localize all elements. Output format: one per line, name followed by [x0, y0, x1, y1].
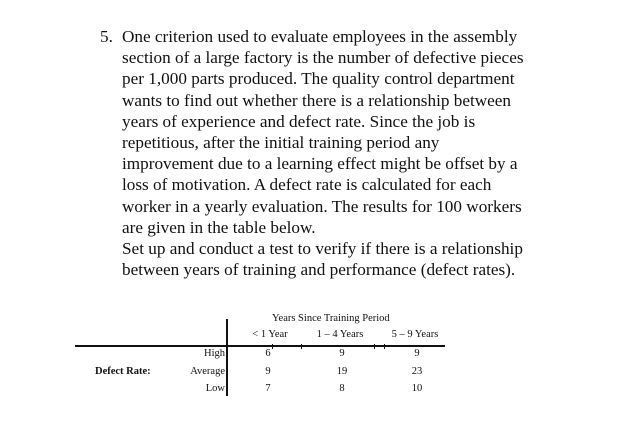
row-label-divider: [226, 319, 228, 396]
table-cell: 6: [265, 348, 271, 359]
table-cell: 9: [265, 366, 271, 377]
problem-line: are given in the table below.: [122, 217, 316, 237]
row-label-low: Low: [205, 383, 225, 394]
table-header-title: Years Since Training Period: [272, 313, 390, 324]
problem-line: repetitious, after the initial training period any: [122, 133, 440, 153]
table-cell: 9: [339, 348, 345, 359]
row-label-high: High: [204, 348, 225, 359]
header-tick: [374, 344, 375, 349]
row-group-label: Defect Rate:: [95, 366, 151, 377]
column-header: 5 – 9 Years: [391, 329, 439, 340]
table-cell: 9: [414, 348, 420, 359]
header-rule: [75, 345, 445, 347]
problem-line: improvement due to a learning effect might be offset by a: [122, 154, 518, 174]
table-cell: 19: [336, 366, 348, 377]
problem-number: 5.: [100, 27, 113, 46]
problem-line: wants to find out whether there is a relationship between: [122, 90, 511, 110]
table-cell: 23: [411, 366, 423, 377]
problem-line: loss of motivation. A defect rate is calculated for each: [122, 175, 492, 195]
header-tick: [301, 344, 302, 349]
problem-line: section of a large factory is the number of defective pieces: [122, 48, 524, 68]
problem-line: per 1,000 parts produced. The quality control department: [122, 69, 515, 89]
problem-line: One criterion used to evaluate employees in the assembly: [122, 27, 518, 46]
problem-line: years of experience and defect rate. Since the job is: [122, 111, 476, 131]
table-cell: 8: [339, 383, 345, 394]
problem-line: worker in a yearly evaluation. The results for 100 workers: [122, 196, 522, 216]
column-header: < 1 Year: [252, 329, 288, 340]
table-cell: 7: [265, 383, 271, 394]
column-header: 1 – 4 Years: [316, 329, 364, 340]
table-cell: 10: [411, 383, 423, 394]
problem-line: Set up and conduct a test to verify if there is a relationship: [122, 239, 523, 259]
problem-line: between years of training and performance (defect rates).: [122, 260, 516, 280]
row-label-average: Average: [190, 366, 225, 377]
header-tick: [384, 344, 385, 349]
